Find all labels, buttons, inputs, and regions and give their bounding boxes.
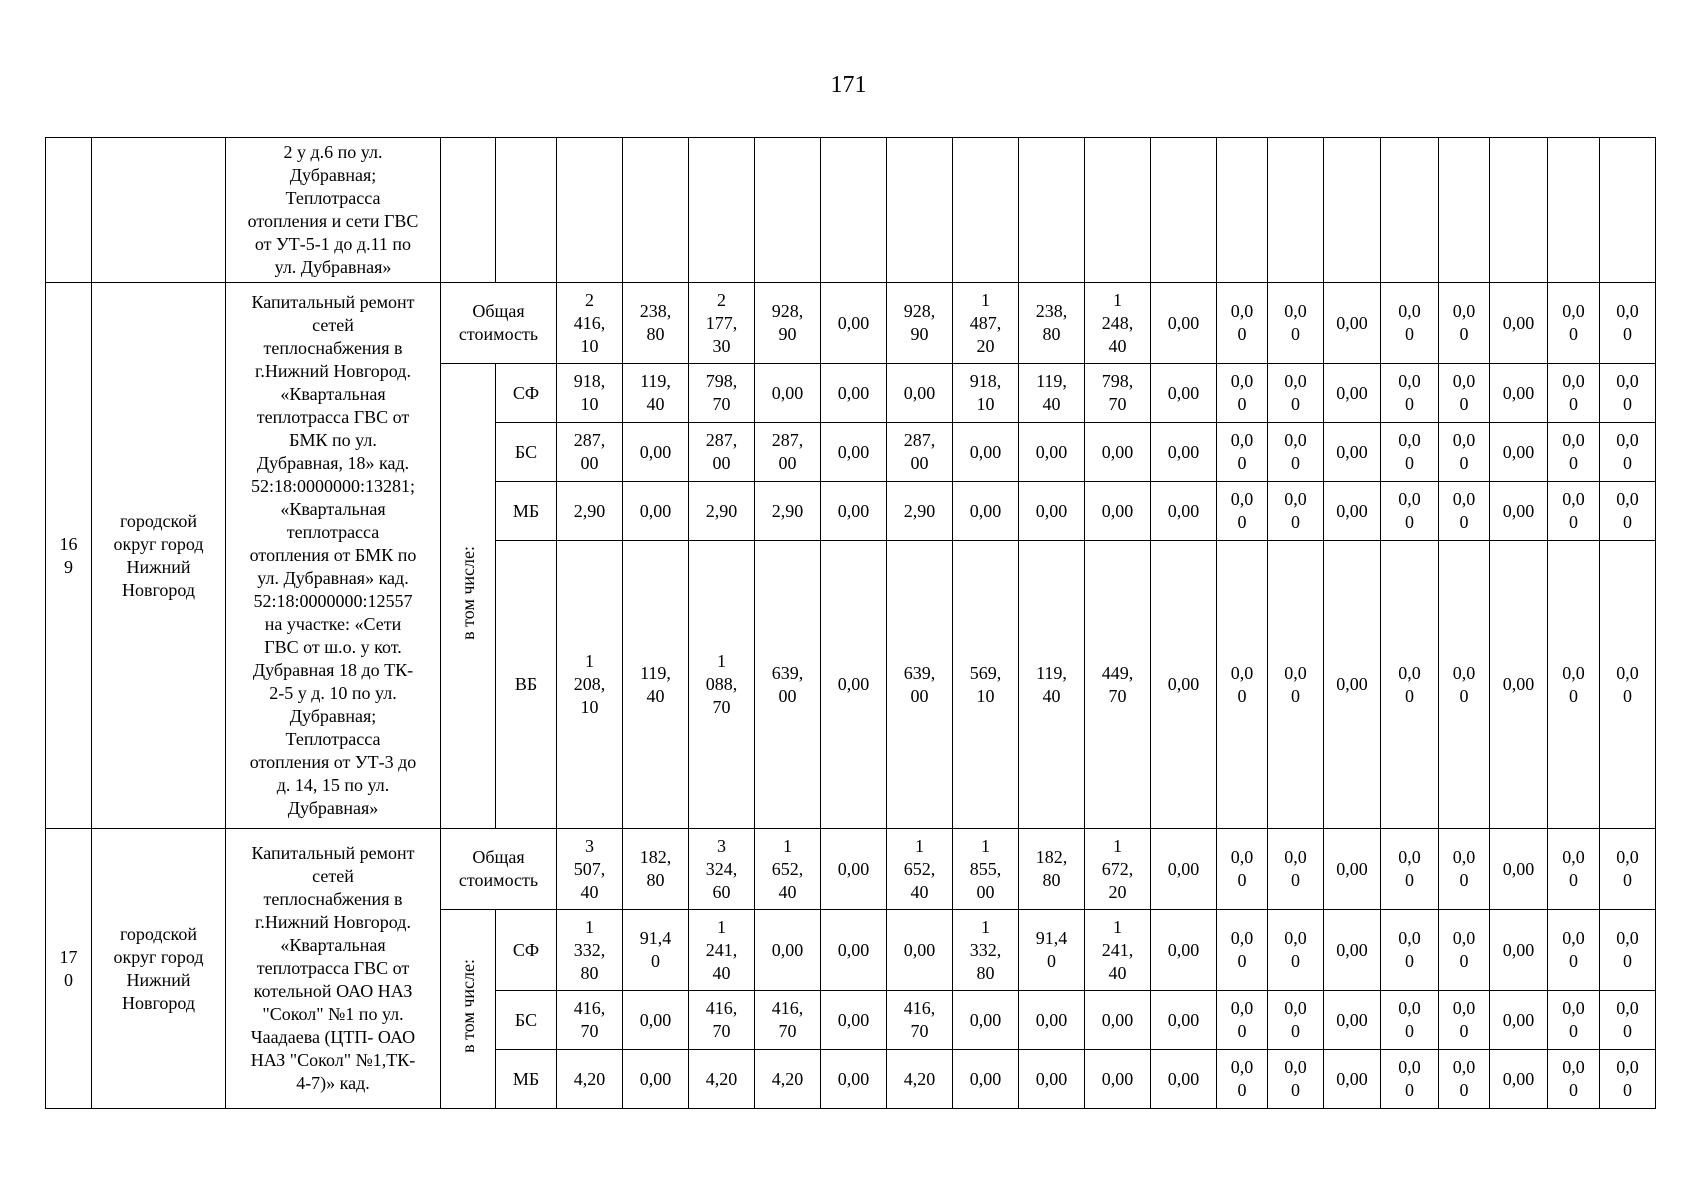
- value-cell: 0,00: [1151, 482, 1217, 541]
- value-cell: 0,0 0: [1217, 482, 1268, 541]
- value-cell: 0,00: [953, 423, 1019, 482]
- value-cell: 0,00: [821, 482, 887, 541]
- value-cell: 0,00: [1324, 991, 1381, 1050]
- value-cell: 287, 00: [887, 423, 953, 482]
- value-cell: 798, 70: [1085, 364, 1151, 423]
- value-cell: 1 088, 70: [689, 541, 755, 829]
- value-cell: 449, 70: [1085, 541, 1151, 829]
- value-cell: 0,00: [1324, 283, 1381, 364]
- value-cell: 0,00: [821, 991, 887, 1050]
- value-cell: 0,00: [1324, 482, 1381, 541]
- record-row: [46, 829, 1656, 910]
- value-cell: 182, 80: [623, 829, 689, 910]
- value-cell: 1 672, 20: [1085, 829, 1151, 910]
- value-cell: 0,00: [1151, 910, 1217, 991]
- value-cell: 0,0 0: [1381, 541, 1439, 829]
- value-cell: 0,0 0: [1600, 910, 1656, 991]
- value-cell: 0,0 0: [1600, 991, 1656, 1050]
- value-cell: 0,0 0: [1439, 541, 1490, 829]
- record-number: 16 9: [46, 283, 92, 829]
- value-cell: 0,00: [755, 910, 821, 991]
- value-cell: 0,0 0: [1217, 829, 1268, 910]
- value-cell: 0,0 0: [1217, 283, 1268, 364]
- value-cell: 0,0 0: [1381, 910, 1439, 991]
- value-cell: 0,0 0: [1268, 991, 1324, 1050]
- funding-source-code: СФ: [496, 364, 557, 423]
- value-cell: 0,00: [1085, 482, 1151, 541]
- value-cell: 0,0 0: [1381, 829, 1439, 910]
- value-cell: 0,0 0: [1268, 283, 1324, 364]
- value-cell: 0,00: [1019, 423, 1085, 482]
- value-cell: 0,00: [821, 423, 887, 482]
- value-cell: 0,00: [1019, 991, 1085, 1050]
- value-cell: 0,0 0: [1217, 541, 1268, 829]
- value-cell: 2,90: [755, 482, 821, 541]
- value-cell: 3 507, 40: [557, 829, 623, 910]
- value-cell: 0,0 0: [1600, 364, 1656, 423]
- value-cell: 119, 40: [623, 364, 689, 423]
- value-cell: 182, 80: [1019, 829, 1085, 910]
- value-cell: 416, 70: [557, 991, 623, 1050]
- value-cell: 0,0 0: [1439, 283, 1490, 364]
- value-cell: 0,00: [953, 1050, 1019, 1109]
- value-cell: 2,90: [887, 482, 953, 541]
- including-label-text: в том числе:: [457, 546, 478, 640]
- value-cell: 0,00: [1151, 991, 1217, 1050]
- value-cell: 0,00: [1490, 364, 1548, 423]
- value-cell: 0,0 0: [1268, 364, 1324, 423]
- value-cell: 238, 80: [1019, 283, 1085, 364]
- value-cell: 0,0 0: [1548, 364, 1600, 423]
- value-cell: 416, 70: [887, 991, 953, 1050]
- value-cell: 2,90: [689, 482, 755, 541]
- value-cell: 0,00: [1151, 541, 1217, 829]
- value-cell: 0,0 0: [1268, 423, 1324, 482]
- value-cell: 2 416, 10: [557, 283, 623, 364]
- funding-source-code: СФ: [496, 910, 557, 991]
- value-cell: 0,00: [1490, 991, 1548, 1050]
- total-cost-label: Общая стоимость: [441, 283, 557, 364]
- value-cell: 0,00: [1151, 283, 1217, 364]
- page-number: 171: [830, 72, 867, 98]
- continuation-row: [46, 138, 1656, 283]
- value-cell: 0,00: [1324, 1050, 1381, 1109]
- value-cell: 3 324, 60: [689, 829, 755, 910]
- value-cell: 238, 80: [623, 283, 689, 364]
- value-cell: 0,00: [1151, 829, 1217, 910]
- value-cell: 119, 40: [623, 541, 689, 829]
- value-cell: 0,0 0: [1439, 423, 1490, 482]
- value-cell: 0,00: [1151, 364, 1217, 423]
- table-body: [46, 138, 1656, 1109]
- record-row: [46, 283, 1656, 364]
- value-cell: 0,0 0: [1217, 364, 1268, 423]
- value-cell: 0,00: [1324, 541, 1381, 829]
- description-cell: 2 у д.6 по ул. Дубравная; Теплотрасса отопления и сети ГВС от УТ-5-1 до д.11 по ул. Дубравная»: [226, 138, 441, 283]
- value-cell: 0,0 0: [1217, 991, 1268, 1050]
- value-cell: 0,00: [623, 482, 689, 541]
- value-cell: 0,00: [1490, 910, 1548, 991]
- description-cell: Капитальный ремонт сетей теплоснабжения в г.Нижний Новгород. «Квартальная теплотрасса ГВС от котельной ОАО НАЗ "Сокол" №1 по ул. Чаадаева (ЦТП- ОАО НАЗ "Сокол" №1,ТК- 4-7)» кад.: [226, 829, 441, 1109]
- value-cell: 0,00: [1019, 482, 1085, 541]
- value-cell: 0,00: [821, 364, 887, 423]
- value-cell: 0,00: [1324, 423, 1381, 482]
- value-cell: 0,00: [887, 910, 953, 991]
- value-cell: 1 652, 40: [755, 829, 821, 910]
- value-cell: 0,0 0: [1548, 829, 1600, 910]
- value-cell: 0,0 0: [1600, 1050, 1656, 1109]
- value-cell: 0,00: [1490, 1050, 1548, 1109]
- value-cell: 0,00: [1490, 283, 1548, 364]
- value-cell: 1 241, 40: [1085, 910, 1151, 991]
- value-cell: 0,0 0: [1381, 364, 1439, 423]
- value-cell: 0,0 0: [1439, 829, 1490, 910]
- value-cell: 0,00: [1151, 1050, 1217, 1109]
- including-label-text: в том числе:: [457, 959, 478, 1053]
- value-cell: 0,00: [1085, 1050, 1151, 1109]
- value-cell: 0,00: [821, 1050, 887, 1109]
- value-cell: 0,0 0: [1548, 541, 1600, 829]
- value-cell: 287, 00: [557, 423, 623, 482]
- value-cell: 928, 90: [887, 283, 953, 364]
- value-cell: 0,0 0: [1548, 991, 1600, 1050]
- record-number: 17 0: [46, 829, 92, 1109]
- municipality-cell: городской округ город Нижний Новгород: [92, 283, 226, 829]
- total-cost-label: Общая стоимость: [441, 829, 557, 910]
- value-cell: 0,0 0: [1268, 482, 1324, 541]
- value-cell: 1 332, 80: [953, 910, 1019, 991]
- value-cell: 569, 10: [953, 541, 1019, 829]
- municipality-cell: городской округ город Нижний Новгород: [92, 829, 226, 1109]
- value-cell: 1 487, 20: [953, 283, 1019, 364]
- value-cell: 416, 70: [689, 991, 755, 1050]
- value-cell: 0,00: [623, 991, 689, 1050]
- value-cell: 0,0 0: [1381, 423, 1439, 482]
- value-cell: 0,0 0: [1381, 482, 1439, 541]
- value-cell: 639, 00: [755, 541, 821, 829]
- value-cell: 0,0 0: [1381, 991, 1439, 1050]
- value-cell: 0,00: [821, 829, 887, 910]
- value-cell: 91,4 0: [1019, 910, 1085, 991]
- value-cell: 0,00: [755, 364, 821, 423]
- funding-source-code: БС: [496, 423, 557, 482]
- value-cell: 0,00: [821, 910, 887, 991]
- value-cell: 0,0 0: [1548, 1050, 1600, 1109]
- value-cell: 0,0 0: [1439, 482, 1490, 541]
- value-cell: 287, 00: [689, 423, 755, 482]
- value-cell: 0,00: [1085, 423, 1151, 482]
- funding-source-code: МБ: [496, 482, 557, 541]
- value-cell: 0,0 0: [1439, 1050, 1490, 1109]
- including-label: [441, 910, 496, 1109]
- value-cell: 0,0 0: [1268, 910, 1324, 991]
- value-cell: 0,00: [1085, 991, 1151, 1050]
- value-cell: 639, 00: [887, 541, 953, 829]
- value-cell: 0,0 0: [1548, 283, 1600, 364]
- value-cell: 119, 40: [1019, 541, 1085, 829]
- value-cell: 918, 10: [557, 364, 623, 423]
- value-cell: 0,00: [821, 541, 887, 829]
- value-cell: 0,00: [1490, 482, 1548, 541]
- value-cell: 798, 70: [689, 364, 755, 423]
- value-cell: 0,0 0: [1548, 910, 1600, 991]
- value-cell: 0,00: [887, 364, 953, 423]
- value-cell: 0,0 0: [1600, 423, 1656, 482]
- value-cell: 4,20: [557, 1050, 623, 1109]
- value-cell: 0,00: [623, 423, 689, 482]
- value-cell: 0,0 0: [1217, 423, 1268, 482]
- value-cell: 2,90: [557, 482, 623, 541]
- value-cell: 0,0 0: [1268, 829, 1324, 910]
- value-cell: 0,0 0: [1548, 423, 1600, 482]
- value-cell: 0,0 0: [1268, 541, 1324, 829]
- value-cell: 0,00: [1324, 910, 1381, 991]
- value-cell: 0,0 0: [1381, 1050, 1439, 1109]
- description-cell: Капитальный ремонт сетей теплоснабжения в г.Нижний Новгород. «Квартальная теплотрасса ГВС от БМК по ул. Дубравная, 18» кад. 52:18:0000000:13281; «Квартальная теплотрасса отопления от БМК по ул. Дубравная» кад. 52:18:0000000:12557 на участке: «Сети ГВС от ш.о. у кот. Дубравная 18 до ТК- 2-5 у д. 10 по ул. Дубравная; Теплотрасса отопления от УТ-3 до д. 14, 15 по ул. Дубравная»: [226, 283, 441, 829]
- value-cell: 1 248, 40: [1085, 283, 1151, 364]
- value-cell: 416, 70: [755, 991, 821, 1050]
- value-cell: 1 855, 00: [953, 829, 1019, 910]
- value-cell: 0,00: [1490, 541, 1548, 829]
- value-cell: 0,0 0: [1439, 991, 1490, 1050]
- value-cell: 0,00: [1019, 1050, 1085, 1109]
- value-cell: 0,00: [953, 991, 1019, 1050]
- funding-source-code: БС: [496, 991, 557, 1050]
- value-cell: 0,0 0: [1600, 829, 1656, 910]
- value-cell: 1 332, 80: [557, 910, 623, 991]
- value-cell: 2 177, 30: [689, 283, 755, 364]
- value-cell: 0,0 0: [1600, 541, 1656, 829]
- value-cell: 91,4 0: [623, 910, 689, 991]
- value-cell: 287, 00: [755, 423, 821, 482]
- value-cell: 0,00: [953, 482, 1019, 541]
- value-cell: 1 208, 10: [557, 541, 623, 829]
- including-label: [441, 364, 496, 829]
- value-cell: 0,0 0: [1217, 1050, 1268, 1109]
- value-cell: 928, 90: [755, 283, 821, 364]
- value-cell: 4,20: [755, 1050, 821, 1109]
- value-cell: 1 652, 40: [887, 829, 953, 910]
- value-cell: 1 241, 40: [689, 910, 755, 991]
- value-cell: 0,00: [821, 283, 887, 364]
- value-cell: 0,0 0: [1600, 482, 1656, 541]
- value-cell: 0,00: [1151, 423, 1217, 482]
- funding-source-code: МБ: [496, 1050, 557, 1109]
- value-cell: 0,00: [1324, 829, 1381, 910]
- value-cell: 0,0 0: [1439, 910, 1490, 991]
- value-cell: 918, 10: [953, 364, 1019, 423]
- value-cell: 119, 40: [1019, 364, 1085, 423]
- value-cell: 4,20: [887, 1050, 953, 1109]
- value-cell: 0,00: [1324, 364, 1381, 423]
- value-cell: 0,00: [1490, 829, 1548, 910]
- value-cell: 4,20: [689, 1050, 755, 1109]
- value-cell: 0,00: [1490, 423, 1548, 482]
- value-cell: 0,0 0: [1381, 283, 1439, 364]
- value-cell: 0,0 0: [1548, 482, 1600, 541]
- budget-table: [45, 137, 1656, 1109]
- value-cell: 0,0 0: [1439, 364, 1490, 423]
- value-cell: 0,0 0: [1217, 910, 1268, 991]
- value-cell: 0,0 0: [1268, 1050, 1324, 1109]
- value-cell: 0,0 0: [1600, 283, 1656, 364]
- funding-source-code: ВБ: [496, 541, 557, 829]
- value-cell: 0,00: [623, 1050, 689, 1109]
